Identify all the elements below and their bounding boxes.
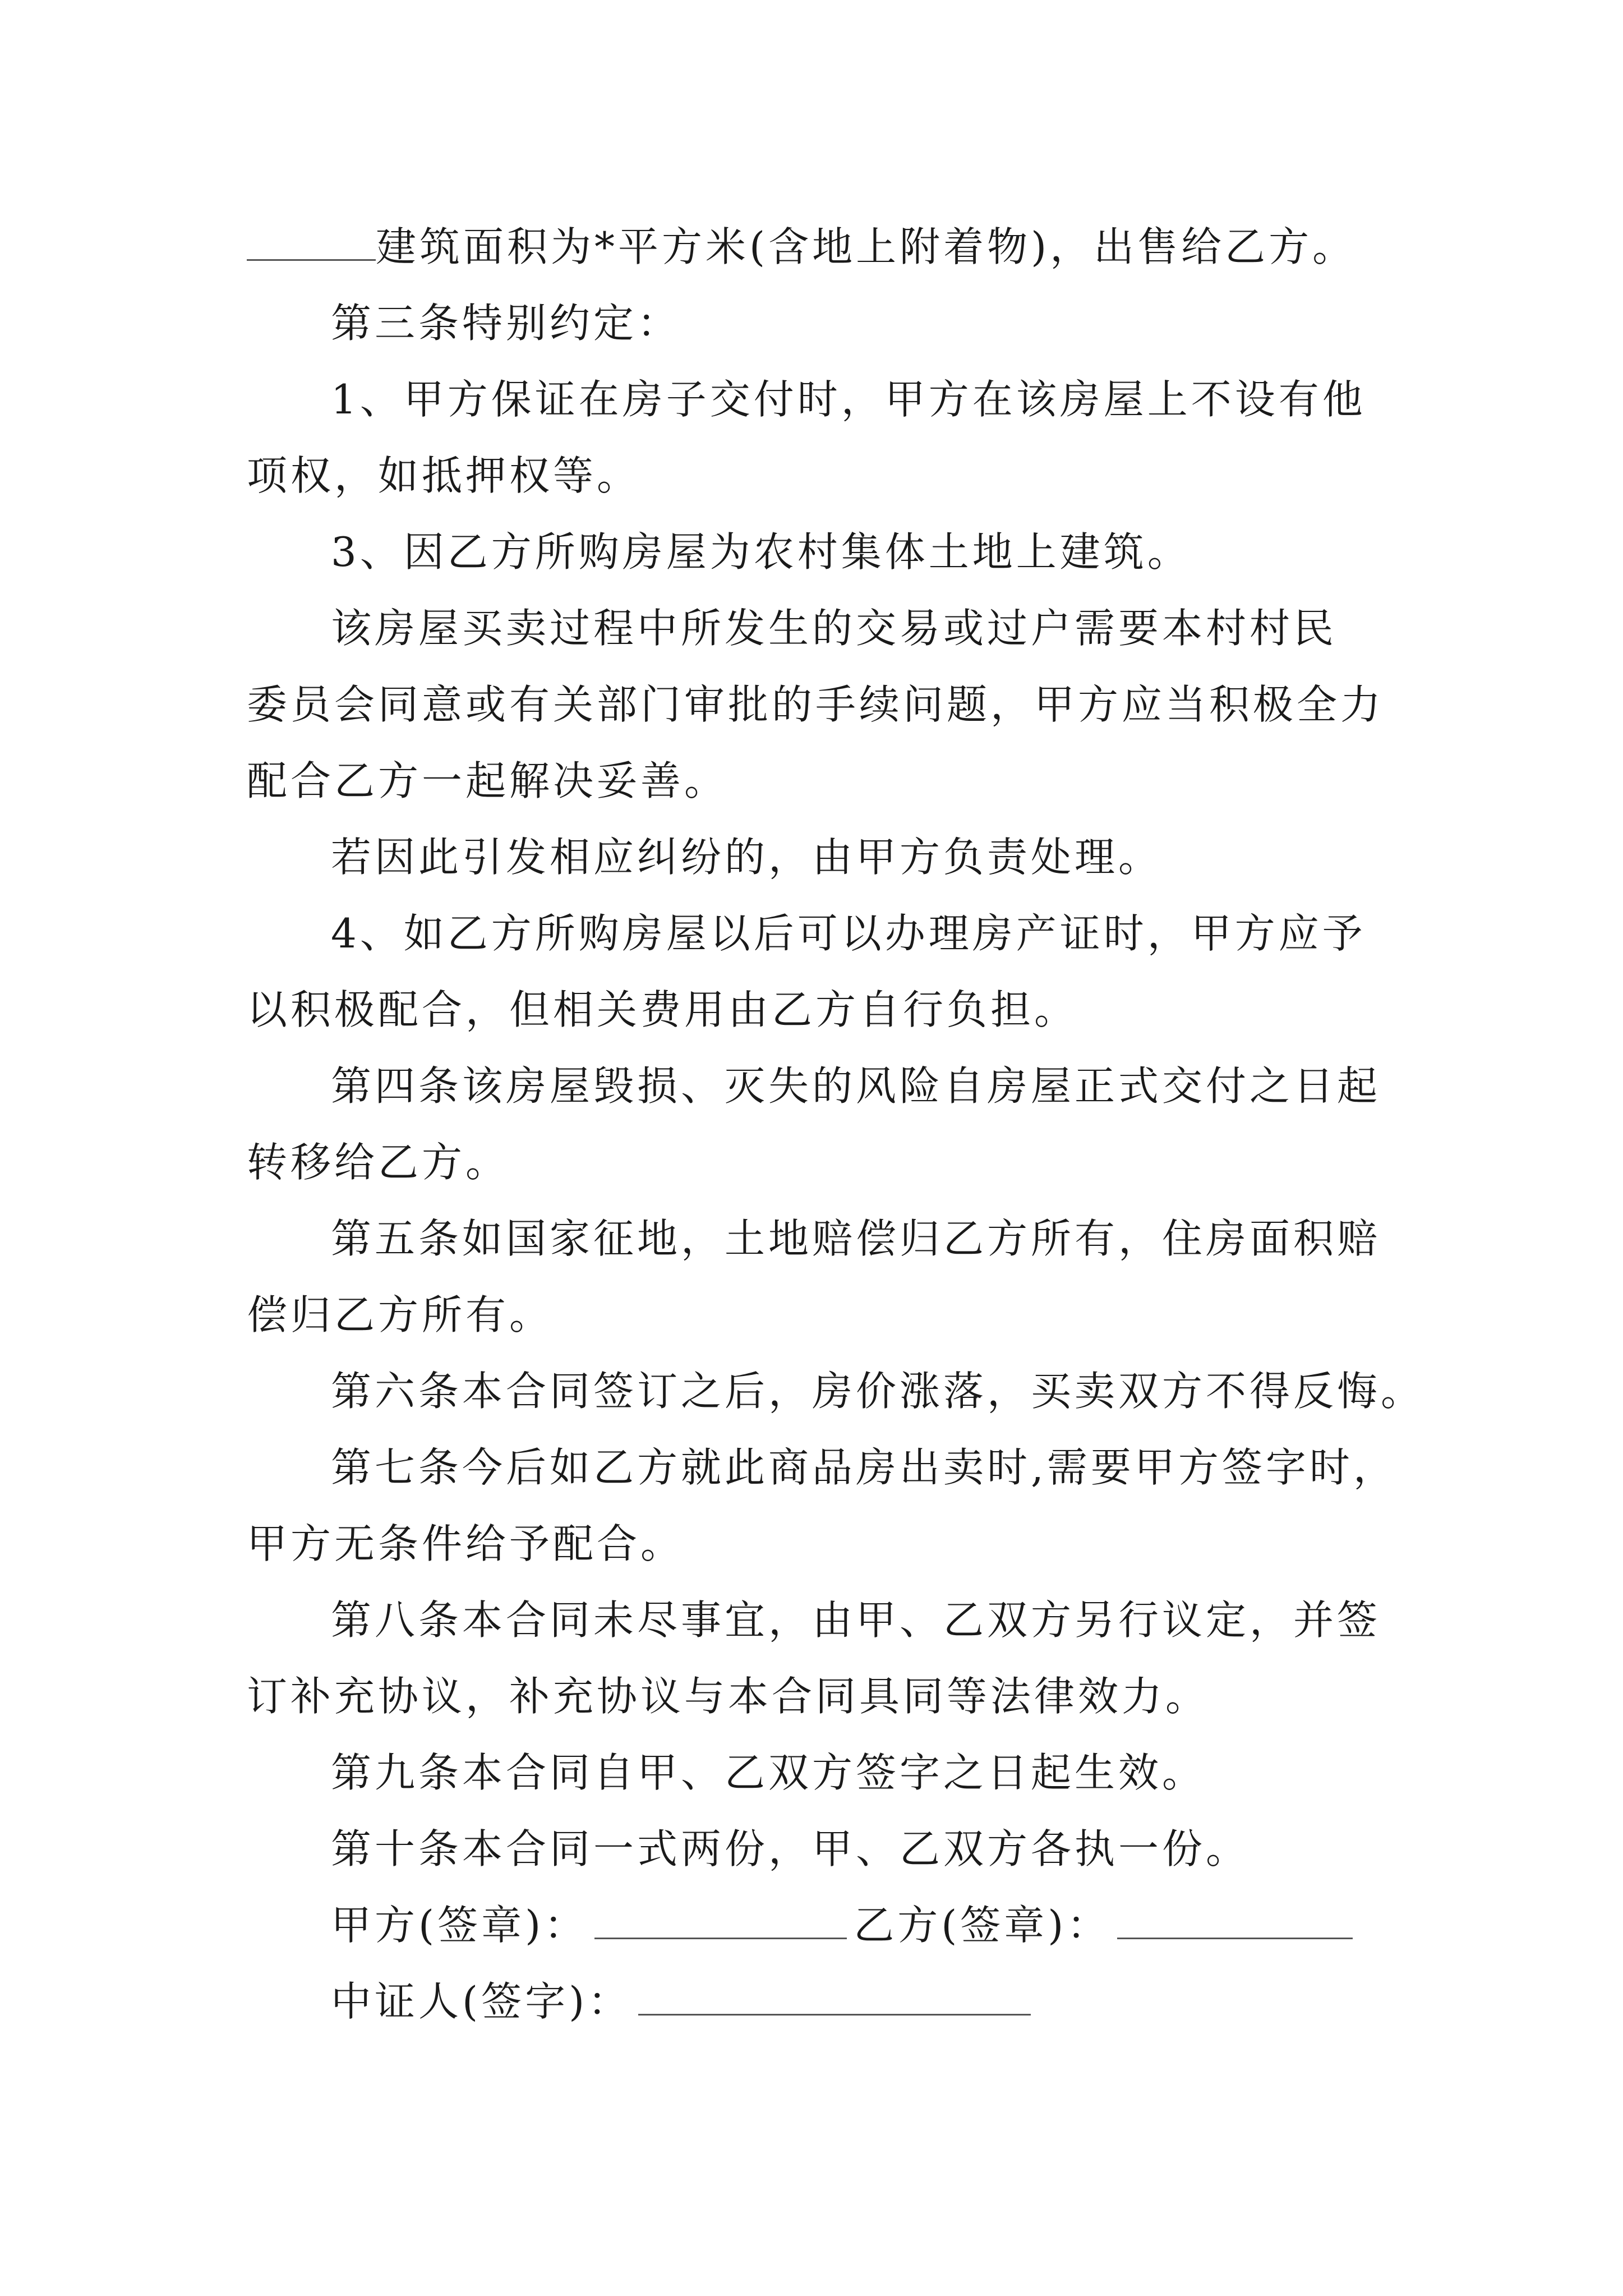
clause-line: 第六条本合同签订之后，房价涨落，买卖双方不得反悔。 — [331, 1368, 1425, 1415]
paragraph-line: 以积极配合，但相关费用由乙方自行负担。 — [247, 986, 1078, 1033]
clause-line: 第五条如国家征地，土地赔偿归乙方所有，住房面积赔 — [331, 1215, 1381, 1262]
clause-line: 第九条本合同自甲、乙双方签字之日起生效。 — [331, 1749, 1206, 1796]
document-page — [247, 209, 1425, 2040]
party-b-signature-label: 乙方(签章)： — [854, 1902, 1111, 1949]
witness-signature-label: 中证人(签字)： — [331, 1978, 632, 2025]
clause-line: 第七条今后如乙方就此商品房出卖时,需要甲方签字时， — [331, 1444, 1397, 1491]
witness-signature-blank — [638, 1979, 1031, 2016]
paragraph-line: 1、甲方保证在房子交付时，甲方在该房屋上不设有他 — [331, 376, 1366, 423]
paragraph-line: 4、如乙方所购房屋以后可以办理房产证时，甲方应予 — [331, 910, 1366, 957]
paragraph-line: 配合乙方一起解决妥善。 — [247, 757, 728, 804]
paragraph-line: 若因此引发相应纠纷的，由甲方负责处理。 — [331, 834, 1163, 881]
party-a-signature-blank — [594, 1903, 847, 1939]
signature-row — [247, 1887, 1385, 1963]
paragraph-line: 项权，如抵押权等。 — [247, 452, 641, 499]
witness-row — [247, 1963, 1385, 2040]
paragraph-line — [247, 209, 1385, 285]
party-a-signature-label: 甲方(签章)： — [331, 1902, 588, 1949]
paragraph-line: 偿归乙方所有。 — [247, 1291, 554, 1338]
paragraph-line: 3、因乙方所购房屋为农村集体土地上建筑。 — [331, 528, 1191, 576]
paragraph-line: 订补充协议，补充协议与本合同具同等法律效力。 — [247, 1673, 1210, 1720]
paragraph-line: 委员会同意或有关部门审批的手续问题，甲方应当积极全力 — [247, 681, 1385, 728]
line-text: 建筑面积为*平方米(含地上附着物)，出售给乙方。 — [376, 223, 1357, 270]
clause-line: 第十条本合同一式两份，甲、乙双方各执一份。 — [331, 1825, 1250, 1872]
party-b-signature-blank — [1117, 1903, 1353, 1939]
clause-line: 第四条该房屋毁损、灭失的风险自房屋正式交付之日起 — [331, 1062, 1381, 1110]
paragraph-line: 该房屋买卖过程中所发生的交易或过户需要本村村民 — [331, 605, 1338, 652]
paragraph-line: 甲方无条件给予配合。 — [247, 1520, 685, 1567]
fill-in-blank — [247, 224, 376, 261]
clause-heading: 第三条特别约定： — [331, 300, 681, 347]
paragraph-line: 转移给乙方。 — [247, 1139, 510, 1186]
clause-line: 第八条本合同未尽事宜，由甲、乙双方另行议定，并签 — [331, 1596, 1381, 1644]
